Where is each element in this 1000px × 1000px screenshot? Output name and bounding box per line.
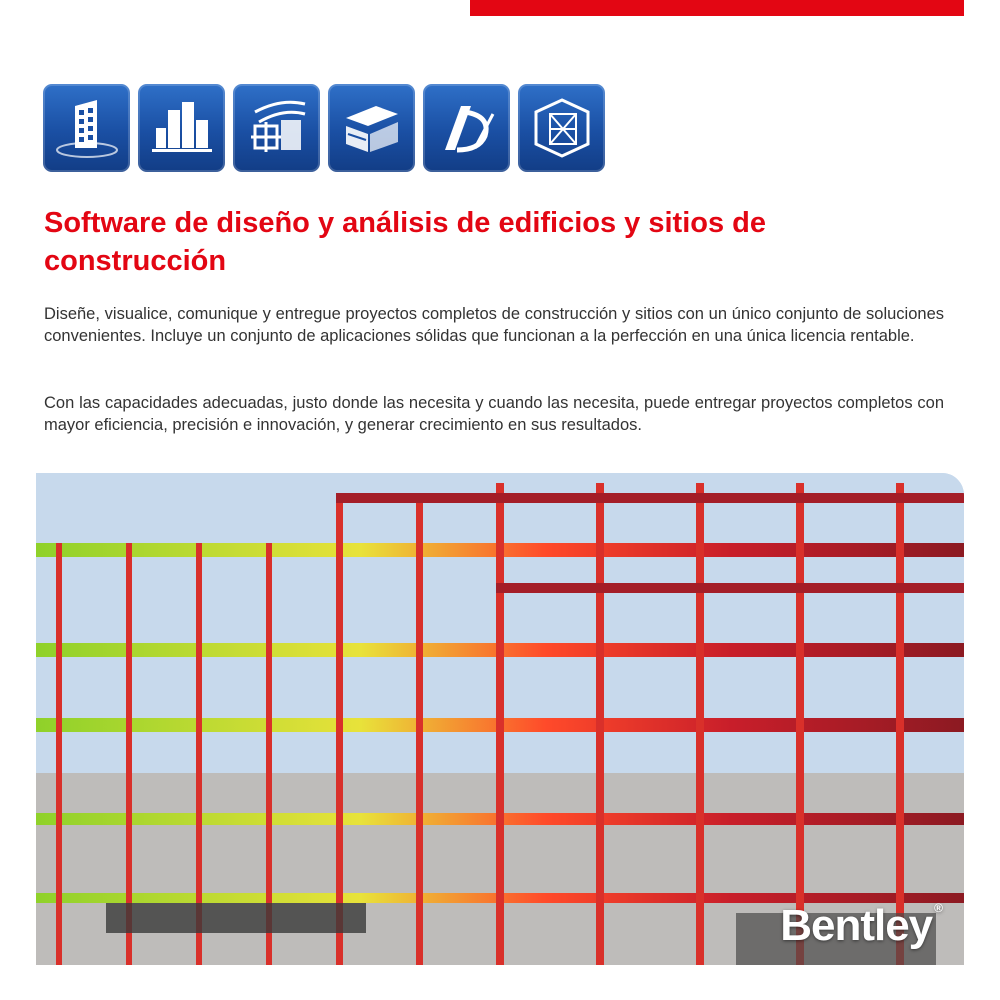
top-accent-bar <box>470 0 964 16</box>
building-icon <box>43 84 130 172</box>
curtain-wall-icon <box>233 84 320 172</box>
intro-paragraph: Diseñe, visualice, comunique y entregue proyectos completos de construcción y sitios con un único conjunto de soluciones convenientes. Incluye un conjunto de aplicaciones sólidas que funcionan a la perfección en una única licencia rentable. <box>44 305 944 345</box>
bentley-logo: Bentley ® <box>780 901 942 950</box>
page-title: Software de diseño y análisis de edificios y sitios de construcción <box>44 207 767 277</box>
app-icon-row <box>43 84 605 172</box>
building-layers-icon <box>328 84 415 172</box>
steel-structure-image <box>36 473 964 965</box>
city-skyline-icon <box>138 84 225 172</box>
benefits-paragraph: Con las capacidades adecuadas, justo donde las necesita y cuando las necesita, puede entregar proyectos completos con mayor eficiencia, precisión e innovación, y generar crecimiento en sus resultados. <box>44 394 944 434</box>
pen-brush-icon <box>423 84 510 172</box>
structure-frame-icon <box>518 84 605 172</box>
